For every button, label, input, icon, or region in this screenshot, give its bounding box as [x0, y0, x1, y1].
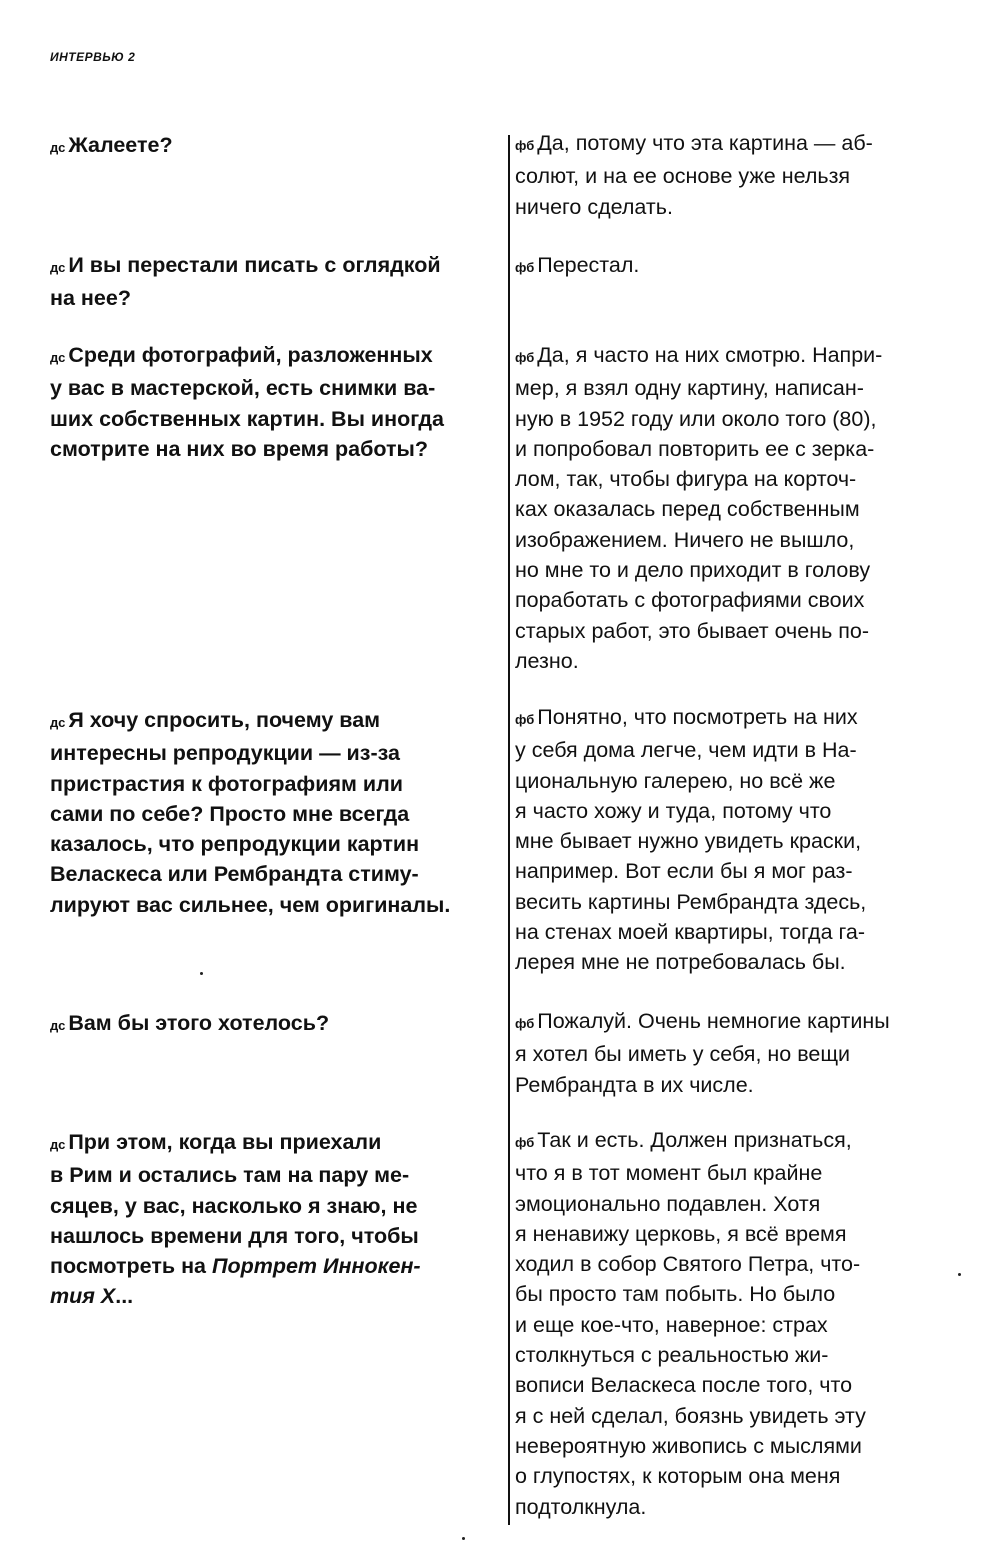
answer-6: [515, 1125, 980, 1522]
answer-line: на стенах моей квартиры, тогда га-: [515, 920, 865, 945]
question-3: [50, 340, 505, 464]
question-2: [50, 250, 505, 314]
question-line: на нее?: [50, 286, 131, 311]
answer-1: [515, 128, 980, 222]
artwork-title: Портрет Иннокен-: [212, 1254, 421, 1279]
answer-5: [515, 1006, 980, 1100]
speaker-tag-ds: дс: [50, 1137, 66, 1152]
answer-line: ходил в собор Святого Петра, что-: [515, 1252, 861, 1277]
answer-line: изображением. Ничего не вышло,: [515, 527, 855, 552]
answer-line: солют, и на ее основе уже нельзя: [515, 164, 851, 189]
question-line: посмотреть на: [50, 1254, 212, 1279]
artwork-title-cont: тия X: [50, 1284, 116, 1309]
question-line: Среди фотографий, разложенных: [68, 343, 433, 367]
speaker-tag-fb: фб: [515, 1016, 535, 1031]
scan-speck: [958, 1273, 961, 1276]
answer-line: Так и есть. Должен признаться,: [537, 1128, 852, 1152]
scan-speck: [462, 1537, 465, 1540]
question-1: [50, 130, 505, 163]
answer-line: поработать с фотографиями своих: [515, 588, 865, 613]
answer-line: но мне то и дело приходит в голову: [515, 558, 871, 583]
answer-line: Рембрандта в их числе.: [515, 1072, 754, 1097]
speaker-tag-ds: дс: [50, 715, 66, 730]
answer-line: невероятную живопись с мыслями: [515, 1433, 862, 1458]
speaker-tag-fb: фб: [515, 350, 535, 365]
speaker-tag-fb: фб: [515, 1135, 535, 1150]
answer-line: Понятно, что посмотреть на них: [537, 705, 858, 729]
question-line: ших собственных картин. Вы иногда: [50, 406, 444, 431]
answer-line: мне бывает нужно увидеть краски,: [515, 829, 862, 854]
answer-line: старых работ, это бывает очень по-: [515, 618, 870, 643]
question-4: [50, 705, 505, 920]
question-line: нашлось времени для того, чтобы: [50, 1223, 419, 1248]
answer-line: бы просто там побыть. Но было: [515, 1282, 836, 1307]
answer-line: весить картины Рембрандта здесь,: [515, 889, 867, 914]
answer-line: ную в 1952 году или около того (80),: [515, 406, 877, 431]
answer-4: [515, 702, 980, 978]
answer-line: циональную галерею, но всё же: [515, 768, 836, 793]
question-line: пристрастия к фотографиям или: [50, 771, 403, 796]
answer-line: я часто хожу и туда, потому что: [515, 798, 832, 823]
answer-line: лом, так, чтобы фигура на корточ-: [515, 467, 857, 492]
question-line: сяцев, у вас, насколько я знаю, не: [50, 1193, 418, 1218]
column-divider: [508, 135, 510, 1525]
answer-line: ничего сделать.: [515, 194, 673, 219]
question-line: лируют вас сильнее, чем оригиналы.: [50, 892, 451, 917]
answer-line: я ненавижу церковь, я всё время: [515, 1221, 847, 1246]
speaker-tag-ds: дс: [50, 1018, 66, 1033]
answer-line: я хотел бы иметь у себя, но вещи: [515, 1042, 851, 1067]
question-5: [50, 1008, 505, 1041]
question-line: Веласкеса или Рембрандта стиму-: [50, 862, 419, 887]
speaker-tag-fb: фб: [515, 260, 535, 275]
question-line: При этом, когда вы приехали: [68, 1130, 382, 1154]
answer-line: и попробовал повторить ее с зерка-: [515, 436, 875, 461]
question-line: И вы перестали писать с оглядкой: [68, 253, 441, 277]
answer-3: [515, 340, 980, 676]
answer-line: подтолкнула.: [515, 1494, 647, 1519]
question-line: сами по себе? Просто мне всегда: [50, 801, 410, 826]
question-line: Жалеете?: [68, 133, 173, 157]
answer-line: мер, я взял одну картину, написан-: [515, 376, 864, 401]
speaker-tag-ds: дс: [50, 140, 66, 155]
answer-line: Да, я часто на них смотрю. Напри-: [537, 343, 883, 367]
question-line: интересны репродукции — из-за: [50, 741, 400, 766]
answer-line: у себя дома легче, чем идти в На-: [515, 738, 857, 763]
answer-line: о глупостях, к которым она меня: [515, 1464, 841, 1489]
speaker-tag-fb: фб: [515, 138, 535, 153]
question-line: Вам бы этого хотелось?: [68, 1011, 330, 1035]
answer-line: что я в тот момент был крайне: [515, 1161, 823, 1186]
question-6: [50, 1127, 505, 1312]
answer-2: [515, 250, 980, 283]
question-line: смотрите на них во время работы?: [50, 436, 429, 461]
answer-line: и еще кое-что, наверное: страх: [515, 1312, 828, 1337]
speaker-tag-ds: дс: [50, 260, 66, 275]
speaker-tag-fb: фб: [515, 712, 535, 727]
scan-speck: [200, 972, 203, 975]
answer-line: лерея мне не потребовалась бы.: [515, 950, 846, 975]
answer-line: эмоционально подавлен. Хотя: [515, 1191, 821, 1216]
question-line: казалось, что репродукции картин: [50, 832, 420, 857]
answer-line: я с ней сделал, боязнь увидеть эту: [515, 1403, 866, 1428]
answer-line: Пожалуй. Очень немногие картины: [537, 1009, 890, 1033]
answer-line: лезно.: [515, 648, 579, 673]
answer-line: столкнуться с реальностью жи-: [515, 1343, 829, 1368]
answer-line: ках оказалась перед собственным: [515, 497, 860, 522]
question-line: в Рим и остались там на пару ме-: [50, 1163, 410, 1188]
answer-line: например. Вот если бы я мог раз-: [515, 859, 853, 884]
answer-line: Да, потому что эта картина — аб-: [537, 131, 873, 155]
question-line: Я хочу спросить, почему вам: [68, 708, 381, 732]
running-head: ИНТЕРВЬЮ 2: [50, 50, 136, 64]
answer-line: вописи Веласкеса после того, что: [515, 1373, 853, 1398]
answer-line: Перестал.: [537, 253, 640, 277]
speaker-tag-ds: дс: [50, 350, 66, 365]
question-ellipsis: ...: [115, 1284, 134, 1309]
question-line: у вас в мастерской, есть снимки ва-: [50, 376, 436, 401]
